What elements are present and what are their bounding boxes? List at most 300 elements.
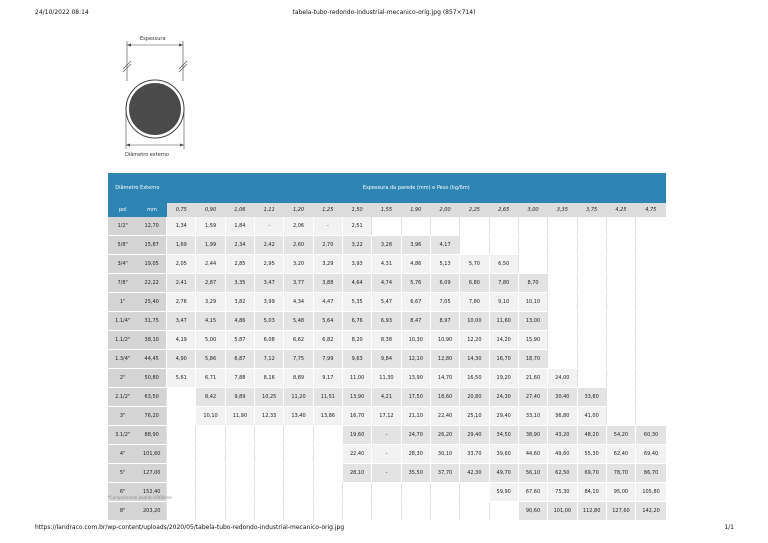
cell-mm: 12,70 bbox=[137, 217, 166, 236]
cell-weight: 17,12 bbox=[372, 407, 401, 426]
cell-weight bbox=[225, 464, 254, 483]
cell-weight: 6,71 bbox=[196, 369, 225, 388]
cell-weight bbox=[284, 464, 313, 483]
cell-weight: 6,09 bbox=[430, 274, 459, 293]
cell-weight: 20,80 bbox=[460, 388, 489, 407]
table-row bbox=[108, 255, 666, 274]
cell-weight: 1,99 bbox=[196, 236, 225, 255]
cell-weight: 13,90 bbox=[401, 369, 430, 388]
table-row bbox=[108, 236, 666, 255]
cell-weight: 8,47 bbox=[401, 312, 430, 331]
cell-mm: 76,20 bbox=[137, 407, 166, 426]
cell-weight: 44,60 bbox=[518, 445, 547, 464]
cell-weight bbox=[401, 217, 430, 236]
cell-weight bbox=[636, 331, 666, 350]
cell-weight bbox=[255, 502, 284, 521]
thickness-label: Espessura bbox=[140, 36, 166, 42]
cell-weight bbox=[372, 217, 401, 236]
cell-weight: 90,60 bbox=[518, 502, 547, 521]
cell-weight bbox=[313, 464, 342, 483]
cell-mm: 203,20 bbox=[137, 502, 166, 521]
cell-weight: 112,80 bbox=[577, 502, 606, 521]
cell-weight: 10,25 bbox=[255, 388, 284, 407]
cell-weight: 9,17 bbox=[313, 369, 342, 388]
cell-weight: 48,20 bbox=[577, 426, 606, 445]
cell-weight bbox=[636, 255, 666, 274]
cell-weight: 9,10 bbox=[489, 293, 518, 312]
cell-weight: 19,20 bbox=[489, 369, 518, 388]
cell-weight: 26,20 bbox=[430, 426, 459, 445]
thickness-column-header: 3,00 bbox=[518, 203, 547, 217]
cell-weight: 5,61 bbox=[167, 369, 196, 388]
cell-weight bbox=[636, 312, 666, 331]
cell-weight: 22,40 bbox=[430, 407, 459, 426]
cell-weight: 101,00 bbox=[548, 502, 577, 521]
cell-weight bbox=[313, 502, 342, 521]
cell-weight: 5,76 bbox=[401, 274, 430, 293]
cell-weight: 33,10 bbox=[518, 407, 547, 426]
cell-weight: 6,80 bbox=[460, 274, 489, 293]
cell-weight bbox=[606, 388, 635, 407]
table-row bbox=[108, 407, 666, 426]
cell-weight: 5,48 bbox=[284, 312, 313, 331]
cell-weight: 29,40 bbox=[489, 407, 518, 426]
table-row bbox=[108, 388, 666, 407]
cell-weight bbox=[313, 445, 342, 464]
table-row bbox=[108, 369, 666, 388]
header-diameter: Diâmetro Externo bbox=[108, 173, 167, 203]
cell-weight bbox=[284, 483, 313, 502]
cell-weight: 4,47 bbox=[313, 293, 342, 312]
cell-weight bbox=[372, 483, 401, 502]
cell-weight: 4,21 bbox=[372, 388, 401, 407]
cell-weight bbox=[548, 255, 577, 274]
cell-weight: 5,00 bbox=[196, 331, 225, 350]
cell-weight: 2,06 bbox=[284, 217, 313, 236]
cell-weight bbox=[460, 502, 489, 521]
cell-weight: 62,40 bbox=[606, 445, 635, 464]
cell-weight bbox=[518, 255, 547, 274]
cell-weight bbox=[636, 236, 666, 255]
cell-weight: 27,40 bbox=[518, 388, 547, 407]
cell-weight: 12,80 bbox=[430, 350, 459, 369]
cell-pol: 5" bbox=[108, 464, 137, 483]
cell-weight bbox=[196, 483, 225, 502]
cell-mm: 50,80 bbox=[137, 369, 166, 388]
cell-weight bbox=[636, 217, 666, 236]
table-body bbox=[108, 217, 666, 521]
cell-weight bbox=[606, 236, 635, 255]
cell-weight: 8,89 bbox=[284, 369, 313, 388]
cell-weight: 21,60 bbox=[518, 369, 547, 388]
cell-weight bbox=[636, 369, 666, 388]
cell-weight: 5,87 bbox=[225, 331, 254, 350]
cell-mm: 152,40 bbox=[137, 483, 166, 502]
cell-weight: 49,70 bbox=[489, 464, 518, 483]
cell-weight bbox=[430, 217, 459, 236]
table-row bbox=[108, 293, 666, 312]
cell-weight bbox=[401, 483, 430, 502]
cell-weight: 3,96 bbox=[401, 236, 430, 255]
cell-weight bbox=[636, 274, 666, 293]
print-datetime: 24/10/2022 08:14 bbox=[35, 9, 89, 16]
cell-weight bbox=[372, 502, 401, 521]
cell-weight: 2,60 bbox=[284, 236, 313, 255]
cell-weight: 12,10 bbox=[401, 350, 430, 369]
cell-weight: 14,30 bbox=[460, 350, 489, 369]
cell-weight: 5,35 bbox=[343, 293, 372, 312]
cell-weight: 13,00 bbox=[518, 312, 547, 331]
cell-mm: 88,90 bbox=[137, 426, 166, 445]
cell-weight: 1,69 bbox=[167, 236, 196, 255]
cell-weight bbox=[636, 407, 666, 426]
cell-weight: 4,86 bbox=[225, 312, 254, 331]
cell-weight: 84,10 bbox=[577, 483, 606, 502]
cell-weight: 69,40 bbox=[636, 445, 666, 464]
cell-pol: 4" bbox=[108, 445, 137, 464]
cell-weight: 2,42 bbox=[255, 236, 284, 255]
cell-weight bbox=[606, 350, 635, 369]
thickness-column-header: 2,25 bbox=[460, 203, 489, 217]
cell-weight: 33,80 bbox=[577, 388, 606, 407]
cell-weight: 1,34 bbox=[167, 217, 196, 236]
cell-pol: 2.1/2" bbox=[108, 388, 137, 407]
cell-mm: 101,60 bbox=[137, 445, 166, 464]
cell-weight: 142,20 bbox=[636, 502, 666, 521]
cell-weight: 6,62 bbox=[284, 331, 313, 350]
print-document-title: tabela-tubo-redondo-industrial-mecanico-orig.jpg (857×714) bbox=[292, 9, 476, 16]
cell-weight: 24,70 bbox=[401, 426, 430, 445]
cell-weight: 78,70 bbox=[606, 464, 635, 483]
cell-weight: 54,20 bbox=[606, 426, 635, 445]
cell-pol: 3.1/2" bbox=[108, 426, 137, 445]
thickness-column-header: 1,25 bbox=[313, 203, 342, 217]
cell-pol: 6" bbox=[108, 483, 137, 502]
cell-weight bbox=[460, 217, 489, 236]
cell-weight bbox=[606, 369, 635, 388]
tube-spec-table bbox=[108, 173, 666, 521]
cell-weight: 3,22 bbox=[343, 236, 372, 255]
cell-weight: 2,70 bbox=[313, 236, 342, 255]
cell-weight: 3,88 bbox=[313, 274, 342, 293]
cell-weight bbox=[167, 502, 196, 521]
header-thickness: Espessura da parede (mm) e Peso (kg/6m) bbox=[167, 173, 666, 203]
cell-weight: 1,59 bbox=[196, 217, 225, 236]
table-row bbox=[108, 464, 666, 483]
table-header-row bbox=[108, 173, 666, 203]
cell-weight: 7,88 bbox=[225, 369, 254, 388]
footnote: *Comprimento padrão 6000mm bbox=[108, 495, 172, 500]
cell-weight bbox=[225, 445, 254, 464]
cell-weight: 16,50 bbox=[460, 369, 489, 388]
cell-weight bbox=[284, 445, 313, 464]
cell-weight: 56,10 bbox=[518, 464, 547, 483]
cell-weight bbox=[343, 502, 372, 521]
cell-weight: 2,51 bbox=[343, 217, 372, 236]
cell-weight: 4,17 bbox=[430, 236, 459, 255]
cell-mm: 31,75 bbox=[137, 312, 166, 331]
cell-weight: 28,10 bbox=[343, 464, 372, 483]
cell-weight bbox=[255, 464, 284, 483]
cell-weight bbox=[636, 293, 666, 312]
cell-weight bbox=[489, 236, 518, 255]
print-page-number: 1/1 bbox=[724, 524, 734, 531]
table-row bbox=[108, 426, 666, 445]
cell-weight bbox=[196, 464, 225, 483]
cell-mm: 127,00 bbox=[137, 464, 166, 483]
cell-weight: 24,00 bbox=[548, 369, 577, 388]
cell-weight: 4,86 bbox=[401, 255, 430, 274]
cell-weight: 29,40 bbox=[460, 426, 489, 445]
cell-mm: 19,05 bbox=[137, 255, 166, 274]
cell-weight: 60,30 bbox=[636, 426, 666, 445]
cell-weight: 2,34 bbox=[225, 236, 254, 255]
cell-weight: 6,93 bbox=[372, 312, 401, 331]
cell-weight: 75,30 bbox=[548, 483, 577, 502]
table-row bbox=[108, 350, 666, 369]
cell-weight: 1,84 bbox=[225, 217, 254, 236]
cell-weight: 6,76 bbox=[343, 312, 372, 331]
cell-weight bbox=[489, 217, 518, 236]
cell-mm: 25,40 bbox=[137, 293, 166, 312]
cell-weight: 18,70 bbox=[518, 350, 547, 369]
cell-weight bbox=[577, 255, 606, 274]
cell-weight: 3,28 bbox=[372, 236, 401, 255]
cell-weight: 38,90 bbox=[518, 426, 547, 445]
cell-weight: 4,64 bbox=[343, 274, 372, 293]
cell-weight bbox=[577, 293, 606, 312]
cell-weight: 16,70 bbox=[343, 407, 372, 426]
cell-weight bbox=[606, 217, 635, 236]
cell-pol: 1/2" bbox=[108, 217, 137, 236]
cell-weight: 5,86 bbox=[196, 350, 225, 369]
table-row bbox=[108, 312, 666, 331]
cell-weight bbox=[196, 502, 225, 521]
cell-weight bbox=[167, 445, 196, 464]
cell-weight: 4,15 bbox=[196, 312, 225, 331]
cell-weight: 33,70 bbox=[460, 445, 489, 464]
table-row bbox=[108, 274, 666, 293]
cell-weight: 15,90 bbox=[518, 331, 547, 350]
cell-weight bbox=[606, 293, 635, 312]
cell-weight: 11,51 bbox=[313, 388, 342, 407]
cell-weight: 4,34 bbox=[284, 293, 313, 312]
table-row bbox=[108, 445, 666, 464]
cell-weight bbox=[225, 483, 254, 502]
cell-weight bbox=[548, 274, 577, 293]
cell-weight: 14,70 bbox=[430, 369, 459, 388]
cell-weight bbox=[460, 236, 489, 255]
cell-weight bbox=[225, 502, 254, 521]
cell-weight: 24,30 bbox=[489, 388, 518, 407]
cell-weight: 105,80 bbox=[636, 483, 666, 502]
table-subheader-row bbox=[108, 203, 666, 217]
cell-weight bbox=[548, 293, 577, 312]
cell-weight: 6,08 bbox=[255, 331, 284, 350]
cell-weight: 21,10 bbox=[401, 407, 430, 426]
cell-weight: 3,20 bbox=[284, 255, 313, 274]
cell-pol: 5/8" bbox=[108, 236, 137, 255]
cell-weight: 3,82 bbox=[225, 293, 254, 312]
cell-weight: - bbox=[372, 426, 401, 445]
cell-weight: 95,00 bbox=[606, 483, 635, 502]
cell-weight: 3,29 bbox=[313, 255, 342, 274]
cell-weight: 7,99 bbox=[313, 350, 342, 369]
cell-weight: 37,70 bbox=[430, 464, 459, 483]
cell-weight: 49,60 bbox=[548, 445, 577, 464]
thickness-column-header: 2,65 bbox=[489, 203, 518, 217]
cell-weight bbox=[548, 217, 577, 236]
cell-weight: 2,76 bbox=[167, 293, 196, 312]
cell-weight bbox=[255, 483, 284, 502]
cell-weight bbox=[430, 502, 459, 521]
thickness-column-header: 2,00 bbox=[430, 203, 459, 217]
tube-cross-section-icon bbox=[113, 33, 203, 163]
cell-pol: 1.3/4" bbox=[108, 350, 137, 369]
cell-weight: 5,13 bbox=[430, 255, 459, 274]
cell-weight bbox=[460, 483, 489, 502]
cell-weight bbox=[577, 217, 606, 236]
cell-weight bbox=[606, 255, 635, 274]
outer-diameter-label: Diâmetro externo bbox=[125, 152, 169, 158]
cell-pol: 1.1/4" bbox=[108, 312, 137, 331]
cell-weight: 10,10 bbox=[196, 407, 225, 426]
thickness-column-header: 1,11 bbox=[255, 203, 284, 217]
cell-weight bbox=[284, 502, 313, 521]
cell-weight: 2,05 bbox=[167, 255, 196, 274]
cell-weight bbox=[225, 426, 254, 445]
cell-pol: 3" bbox=[108, 407, 137, 426]
thickness-column-header: 1,06 bbox=[225, 203, 254, 217]
cell-weight bbox=[489, 502, 518, 521]
cell-weight: 19,60 bbox=[343, 426, 372, 445]
cell-weight bbox=[167, 407, 196, 426]
cell-weight bbox=[548, 331, 577, 350]
cell-weight: 30,10 bbox=[430, 445, 459, 464]
cell-weight bbox=[577, 369, 606, 388]
cell-weight: 13,40 bbox=[284, 407, 313, 426]
cell-weight: 8,97 bbox=[430, 312, 459, 331]
table-row bbox=[108, 483, 666, 502]
table-row bbox=[108, 217, 666, 236]
cell-weight: 6,50 bbox=[489, 255, 518, 274]
cell-weight: 59,90 bbox=[489, 483, 518, 502]
thickness-column-header: 3,35 bbox=[548, 203, 577, 217]
cell-weight bbox=[313, 426, 342, 445]
cell-weight: 9,89 bbox=[225, 388, 254, 407]
cell-weight: 11,20 bbox=[284, 388, 313, 407]
cell-weight: 69,70 bbox=[577, 464, 606, 483]
cell-weight: 5,47 bbox=[372, 293, 401, 312]
cell-weight: - bbox=[372, 464, 401, 483]
cell-weight: 12,20 bbox=[460, 331, 489, 350]
cell-weight: 3,99 bbox=[255, 293, 284, 312]
cell-weight: 8,42 bbox=[196, 388, 225, 407]
cell-weight: 16,70 bbox=[489, 350, 518, 369]
cell-weight: 3,35 bbox=[225, 274, 254, 293]
cell-weight: 41,00 bbox=[577, 407, 606, 426]
cell-weight bbox=[606, 407, 635, 426]
cell-weight bbox=[548, 350, 577, 369]
cell-weight: 28,30 bbox=[401, 445, 430, 464]
cell-pol: 1" bbox=[108, 293, 137, 312]
cell-weight: 39,60 bbox=[489, 445, 518, 464]
cell-weight bbox=[518, 236, 547, 255]
cell-weight: 8,70 bbox=[518, 274, 547, 293]
cell-weight bbox=[255, 445, 284, 464]
cell-weight: 13,86 bbox=[313, 407, 342, 426]
cell-weight: 43,20 bbox=[548, 426, 577, 445]
table-row bbox=[108, 331, 666, 350]
cell-weight: 6,87 bbox=[225, 350, 254, 369]
cell-weight: 36,80 bbox=[548, 407, 577, 426]
cell-weight bbox=[548, 312, 577, 331]
cell-weight: 7,12 bbox=[255, 350, 284, 369]
cell-weight: 25,10 bbox=[460, 407, 489, 426]
cell-weight: 3,47 bbox=[167, 312, 196, 331]
cell-weight: 55,30 bbox=[577, 445, 606, 464]
cell-weight: 12,33 bbox=[255, 407, 284, 426]
cell-weight: 11,60 bbox=[489, 312, 518, 331]
cell-weight: 4,19 bbox=[167, 331, 196, 350]
thickness-column-header: 1,50 bbox=[343, 203, 372, 217]
cell-weight: 7,05 bbox=[430, 293, 459, 312]
cell-weight: - bbox=[255, 217, 284, 236]
cell-weight: 2,41 bbox=[167, 274, 196, 293]
cell-weight: 11,00 bbox=[343, 369, 372, 388]
cell-weight: 10,30 bbox=[401, 331, 430, 350]
cell-weight bbox=[577, 350, 606, 369]
cell-weight bbox=[167, 426, 196, 445]
cell-weight bbox=[636, 388, 666, 407]
cell-weight: 7,80 bbox=[489, 274, 518, 293]
cell-weight: 9,63 bbox=[343, 350, 372, 369]
cell-weight bbox=[577, 274, 606, 293]
cell-weight bbox=[167, 388, 196, 407]
cell-weight: 35,50 bbox=[401, 464, 430, 483]
cell-weight: 3,47 bbox=[255, 274, 284, 293]
cell-weight: 6,82 bbox=[313, 331, 342, 350]
cell-pol: 7/8" bbox=[108, 274, 137, 293]
cell-weight: 5,70 bbox=[460, 255, 489, 274]
cell-pol: 1.1/2" bbox=[108, 331, 137, 350]
print-url: https://landraco.com.br/wp-content/uploads/2020/05/tabela-tubo-redondo-industrial-mecanico-orig.jpg bbox=[35, 524, 345, 531]
cell-weight: 11,90 bbox=[225, 407, 254, 426]
cell-weight: 4,31 bbox=[372, 255, 401, 274]
cell-mm: 38,10 bbox=[137, 331, 166, 350]
cell-weight bbox=[167, 464, 196, 483]
cell-weight: 10,00 bbox=[460, 312, 489, 331]
thickness-column-header: 0,75 bbox=[167, 203, 196, 217]
subheader-mm: mm bbox=[137, 203, 166, 217]
cell-weight bbox=[606, 312, 635, 331]
cell-weight: 8,38 bbox=[372, 331, 401, 350]
cell-weight bbox=[577, 312, 606, 331]
cell-weight bbox=[548, 236, 577, 255]
cell-weight: 9,84 bbox=[372, 350, 401, 369]
cell-weight: 67,60 bbox=[518, 483, 547, 502]
cell-weight bbox=[577, 236, 606, 255]
cell-weight: 2,44 bbox=[196, 255, 225, 274]
cell-weight bbox=[577, 331, 606, 350]
cell-weight bbox=[518, 217, 547, 236]
cell-weight: 30,40 bbox=[548, 388, 577, 407]
cell-weight bbox=[343, 483, 372, 502]
cell-weight: 10,10 bbox=[518, 293, 547, 312]
cell-weight: 13,90 bbox=[343, 388, 372, 407]
cell-weight: 86,70 bbox=[636, 464, 666, 483]
cell-weight: 5,64 bbox=[313, 312, 342, 331]
